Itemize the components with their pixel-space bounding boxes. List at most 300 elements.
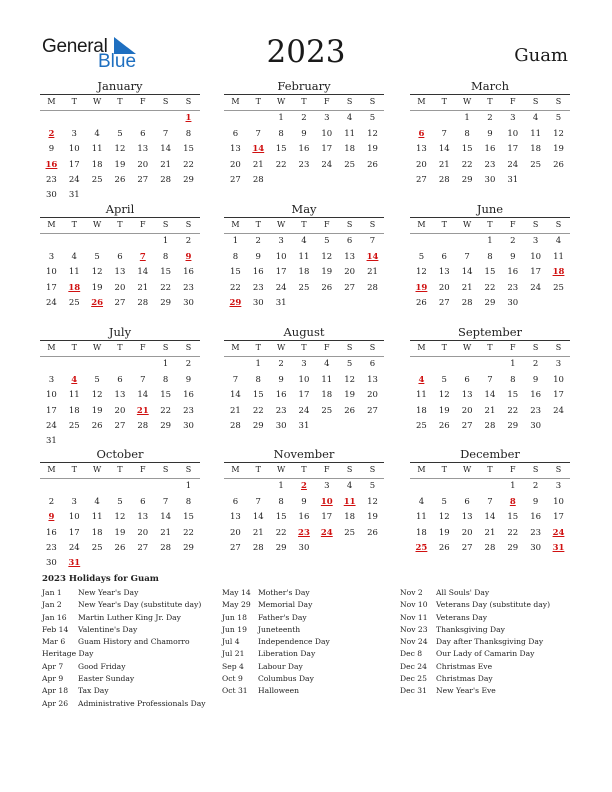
day-cell: 27 [344,282,356,293]
weekday-label: T [117,220,123,229]
day-cell [63,357,86,372]
day-cell: 21 [461,282,473,293]
day-cell: 4 [71,251,77,262]
week-row [224,296,384,311]
weekday-label: S [346,465,353,474]
day-cell: 12 [91,267,103,278]
day-cell: 17 [46,282,57,293]
day-cell [456,479,479,494]
day-cell: 24 [68,542,80,553]
day-cell [63,479,86,494]
day-cell: 2 [185,359,192,370]
week-row [410,373,570,388]
day-cell: 5 [418,251,425,262]
weekday-label: S [555,343,562,352]
day-cell: 21 [252,159,264,170]
holiday-item [400,673,550,685]
weekday-label: T [441,343,447,352]
day-cell: 10 [321,128,333,139]
day-cell [456,357,479,372]
day-cell: 14 [137,267,149,278]
month-august [224,324,384,434]
day-cell: 29 [275,542,287,553]
day-cell: 2 [301,113,307,124]
holiday-date: 19 [415,282,428,293]
day-cell: 30 [46,190,57,201]
week-row [40,142,200,157]
weekday-label: S [369,220,376,229]
day-cell: 20 [230,527,241,538]
day-cell: 25 [530,159,542,170]
day-cell: 8 [464,128,470,139]
day-cell [433,111,456,126]
holiday-date: 1 [185,113,192,124]
day-cell: 12 [438,390,450,401]
holiday-item-date: Feb 14 [42,624,69,634]
day-cell: 13 [230,144,241,155]
weekday-label: S [555,465,562,474]
day-cell: 7 [441,128,447,139]
day-cell: 6 [140,496,146,507]
day-cell: 7 [162,496,169,507]
day-cell: 30 [530,542,542,553]
weekday-label: F [140,97,146,106]
day-cell: 30 [46,558,57,569]
day-cell: 3 [48,251,55,262]
holiday-item-date: May 29 [222,600,251,610]
weekday-label: S [532,465,539,474]
day-cell: 26 [367,159,378,170]
holiday-date: 25 [415,542,428,553]
day-cell: 19 [321,267,333,278]
holiday-item [222,636,330,648]
day-cell [338,541,361,556]
day-cell: 20 [137,159,149,170]
day-cell: 7 [255,496,261,507]
day-cell: 17 [553,512,564,523]
day-cell: 1 [464,113,470,124]
day-cell: 16 [530,512,542,523]
day-cell: 4 [94,496,100,507]
day-cell [547,173,570,188]
day-cell: 30 [275,420,287,431]
day-cell: 26 [438,420,450,431]
day-cell: 30 [252,297,264,308]
week-row [224,127,384,142]
weekday-label: T [71,97,77,106]
holiday-item [400,587,550,599]
day-cell: 18 [298,267,310,278]
day-cell: 3 [324,481,330,492]
week-row [410,404,570,419]
week-row [224,510,384,525]
day-cell: 23 [507,282,519,293]
day-cell: 19 [91,405,103,416]
day-cell: 6 [232,496,239,507]
holiday-item-name: Thanksgiving Day [436,624,505,634]
day-cell: 28 [252,542,264,553]
weekday-label: F [510,220,516,229]
day-cell [131,556,154,571]
day-cell: 15 [183,512,194,523]
day-cell: 19 [344,390,356,401]
weekday-label: S [346,220,353,229]
day-cell: 2 [48,496,55,507]
day-cell: 2 [185,236,192,247]
weekday-label: T [117,465,123,474]
weekday-header [40,217,200,234]
week-row [40,250,200,265]
day-cell: 5 [369,113,376,124]
day-cell: 26 [114,542,126,553]
weekday-label: M [231,220,240,229]
day-cell: 8 [232,251,239,262]
day-cell [315,541,338,556]
weekday-label: S [162,97,169,106]
weekday-label: T [117,343,123,352]
day-cell: 6 [369,359,376,370]
weekday-label: W [92,220,102,229]
day-cell: 24 [68,174,80,185]
holiday-date: 24 [552,527,565,538]
holiday-item [222,673,330,685]
weekday-label: W [276,465,286,474]
day-cell: 14 [484,512,496,523]
day-cell: 30 [484,174,496,185]
holiday-item-name: Columbus Day [258,674,314,684]
day-cell: 6 [232,128,239,139]
day-cell: 8 [255,374,261,385]
day-cell [479,357,502,372]
weekday-label: W [92,465,102,474]
day-cell: 28 [461,297,473,308]
day-cell: 27 [114,420,126,431]
holiday-item [400,661,550,673]
day-cell: 30 [298,542,310,553]
week-row [224,373,384,388]
day-cell: 25 [416,420,427,431]
country-name: Guam [514,45,568,66]
weekday-label: T [301,343,307,352]
day-cell [315,296,338,311]
day-cell [433,234,456,249]
weekday-label: M [47,343,56,352]
day-cell [154,556,177,571]
week-row [40,388,200,403]
weekday-label: S [369,465,376,474]
day-cell: 26 [438,542,450,553]
holiday-date: 6 [418,128,425,139]
weekday-label: S [185,97,192,106]
day-cell: 18 [344,144,356,155]
week-row [40,510,200,525]
holiday-date: 29 [229,297,242,308]
day-cell: 21 [484,405,496,416]
day-cell: 18 [91,159,103,170]
weekday-header [224,340,384,357]
day-cell: 3 [301,359,307,370]
weekday-label: M [47,465,56,474]
day-cell: 13 [137,512,149,523]
day-cell: 27 [438,297,450,308]
weekday-label: T [301,220,307,229]
week-row [40,127,200,142]
day-cell: 29 [183,542,194,553]
week-row [410,419,570,434]
day-cell: 7 [369,236,376,247]
day-cell: 11 [553,251,564,262]
weekday-label: S [162,343,169,352]
day-cell: 14 [461,267,473,278]
holiday-item-name: Christmas Day [436,674,493,684]
weekday-label: F [324,465,330,474]
weekday-label: S [162,220,169,229]
weekday-label: W [462,465,472,474]
day-cell: 19 [367,512,378,523]
day-cell: 13 [344,251,356,262]
day-cell [479,479,502,494]
day-cell: 11 [344,128,356,139]
weekday-header [410,94,570,111]
holiday-item [400,685,550,697]
day-cell: 29 [507,420,519,431]
day-cell: 2 [255,236,261,247]
week-row [410,250,570,265]
day-cell: 29 [252,420,264,431]
day-cell: 31 [507,174,519,185]
weekday-label: W [462,220,472,229]
week-row [410,265,570,280]
weekday-label: S [532,343,539,352]
day-cell: 25 [68,297,80,308]
day-cell: 1 [185,481,192,492]
day-cell: 4 [346,481,353,492]
day-cell: 6 [140,128,146,139]
day-cell: 18 [416,527,427,538]
week-row [224,419,384,434]
day-cell: 18 [416,405,427,416]
day-cell [154,479,177,494]
weekday-header [40,94,200,111]
weekday-label: W [276,220,286,229]
day-cell [131,479,154,494]
day-cell: 10 [553,496,564,507]
weekday-label: F [140,465,146,474]
holiday-item-name: Day after Thanksgiving Day [436,637,544,647]
weekday-label: M [231,343,240,352]
day-cell [109,234,132,249]
week-row [40,556,200,571]
holiday-item-date: Jan 1 [42,588,62,597]
day-cell: 9 [255,251,261,262]
day-cell: 29 [484,297,496,308]
day-cell: 13 [416,144,427,155]
day-cell: 19 [367,144,378,155]
weekday-label: W [462,343,472,352]
holiday-column [222,587,330,698]
month-name: May [291,202,317,216]
week-row [224,265,384,280]
day-cell: 23 [530,405,542,416]
day-cell: 16 [252,267,264,278]
weekday-label: M [417,220,426,229]
day-cell: 29 [183,174,194,185]
day-cell: 16 [298,512,310,523]
day-cell: 8 [510,374,516,385]
month-january [40,78,200,204]
day-cell: 5 [94,251,100,262]
day-cell [63,234,86,249]
day-cell: 26 [553,159,564,170]
day-cell: 4 [418,496,425,507]
day-cell: 23 [46,542,57,553]
month-name: July [108,325,132,339]
weekday-label: T [487,343,493,352]
weekday-label: T [71,465,77,474]
holiday-item-date: Jan 2 [42,600,62,610]
day-cell: 5 [369,481,376,492]
holiday-item [42,636,206,648]
weekday-label: T [71,220,77,229]
week-row [224,281,384,296]
day-cell: 8 [162,251,169,262]
day-cell: 9 [301,128,307,139]
day-cell: 4 [301,236,307,247]
day-cell: 22 [275,159,287,170]
holiday-item-name: Valentine's Day [78,624,138,634]
holiday-date: 8 [509,496,516,507]
weekday-label: F [324,343,330,352]
day-cell: 6 [441,251,447,262]
holiday-item-name: Christmas Eve [436,661,493,671]
day-cell: 9 [48,144,55,155]
day-cell: 15 [230,267,241,278]
week-row [224,250,384,265]
holiday-item [42,648,206,660]
day-cell [247,479,270,494]
day-cell: 19 [91,282,103,293]
weekday-label: T [487,220,493,229]
holiday-item-name: Our Lady of Camarin Day [436,649,535,659]
weekday-label: S [532,220,539,229]
day-cell: 13 [461,390,473,401]
weekday-label: S [346,343,353,352]
weekday-label: F [510,343,516,352]
day-cell: 23 [298,159,310,170]
month-november [224,446,384,556]
day-cell [524,173,547,188]
month-name: November [273,447,335,461]
holiday-item [222,612,330,624]
weekday-label: W [276,343,286,352]
day-cell: 18 [530,144,542,155]
day-cell: 23 [46,174,57,185]
day-cell: 10 [68,512,80,523]
month-october [40,446,200,572]
day-cell: 10 [298,374,310,385]
day-cell: 10 [46,390,57,401]
month-july [40,324,200,450]
day-cell: 5 [441,374,447,385]
weekday-label: M [47,97,56,106]
day-cell: 5 [94,374,100,385]
week-row [40,234,200,249]
week-row [410,388,570,403]
day-cell: 3 [48,374,55,385]
day-cell: 20 [114,282,126,293]
holiday-item-date: Dec 31 [400,686,427,696]
holiday-item-date: May 14 [222,588,251,597]
day-cell: 10 [275,251,287,262]
week-row [224,404,384,419]
day-cell: 1 [255,359,261,370]
day-cell: 24 [46,420,57,431]
day-cell [270,173,293,188]
day-cell: 28 [367,282,378,293]
holiday-item-name: Guam History and Chamorro [78,637,190,647]
day-cell: 20 [461,405,473,416]
day-cell: 28 [230,420,241,431]
day-cell: 17 [275,267,287,278]
day-cell: 28 [484,542,496,553]
weekday-label: F [140,343,146,352]
day-cell [109,556,132,571]
day-cell [293,296,316,311]
week-row [410,541,570,556]
holiday-date: 9 [48,512,55,523]
day-cell: 9 [185,374,192,385]
day-cell: 31 [275,297,287,308]
day-cell [109,479,132,494]
day-cell: 22 [160,405,172,416]
day-cell: 21 [137,282,149,293]
day-cell: 19 [114,159,126,170]
holiday-item-name: New Year's Day [78,588,139,597]
day-cell: 15 [160,267,172,278]
day-cell: 1 [487,236,493,247]
day-cell: 25 [321,405,333,416]
holiday-item-name: Easter Sunday [78,674,135,684]
day-cell: 9 [301,496,307,507]
weekday-label: M [47,220,56,229]
week-row [224,158,384,173]
day-cell: 9 [278,374,284,385]
weekday-label: T [255,97,261,106]
weekday-header [224,217,384,234]
day-cell: 13 [367,374,378,385]
holiday-date: 24 [320,527,333,538]
weekday-label: T [71,343,77,352]
day-cell: 22 [507,527,519,538]
day-cell [109,111,132,126]
week-row [224,142,384,157]
day-cell: 13 [114,390,126,401]
holiday-item-name: Martin Luther King Jr. Day [78,612,181,622]
holiday-item-date: Jul 21 [222,649,245,659]
week-row [40,541,200,556]
day-cell [315,419,338,434]
holiday-item-name: Independence Day [258,637,330,647]
day-cell [410,479,433,494]
holiday-item-name: New Year's Eve [436,686,496,696]
day-cell: 10 [553,374,564,385]
day-cell: 3 [278,236,284,247]
day-cell [86,479,109,494]
day-cell [361,296,384,311]
day-cell: 1 [278,113,284,124]
day-cell: 3 [71,128,77,139]
weekday-label: M [231,97,240,106]
